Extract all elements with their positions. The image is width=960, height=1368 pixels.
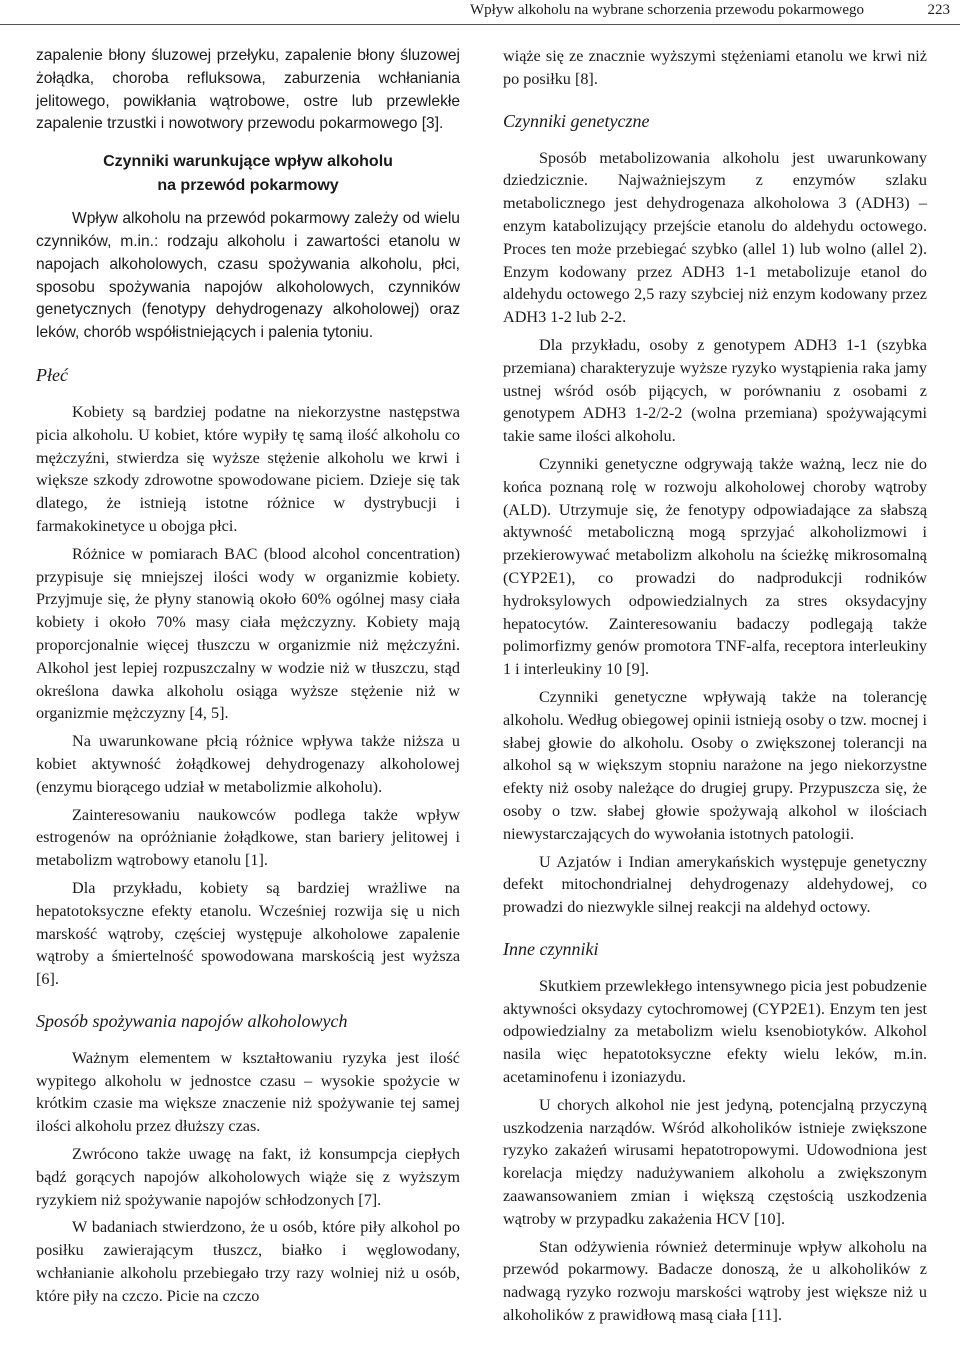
paragraph: Sposób metabolizowania alkoholu jest uwarunkowany dziedzicznie. Najważniejszym z enzymów szlaku metabolicznego jest dehydrogenaza alkoholowa 3 (ADH3) – enzym katabolizujący przejście etanolu do aldehydu octowego. Proces ten może przebiegać szybko (allel 1) lub wolno (allel 2). Enzym kodowany przez ADH3 1-1 metabolizuje etanol do aldehydu octowego 2,5 razy szybciej niż enzym kodowany przez ADH3 1-2 lub 2-2.	[503, 148, 927, 327]
paragraph: Ważnym elementem w kształtowaniu ryzyka jest ilość wypitego alkoholu w jednostce czasu – wysokie spożycie w krótkim czasie ma większe znaczenie niż spożywanie tej samej ilości alkoholu przez dłuższy czas.	[36, 1048, 460, 1136]
subsection-heading: Sposób spożywania napojów alkoholowych	[36, 1010, 348, 1031]
paragraph: Dla przykładu, kobiety są bardziej wrażliwe na hepatotoksyczne efekty etanolu. Wcześniej rozwija się u nich marskość wątroby, częściej występuje alkoholowe zapalenie wątroby a śmiertelność spowodowana marskością jest wyższa [6].	[36, 878, 460, 989]
paragraph: wiąże się ze znacznie wyższymi stężeniami etanolu we krwi niż po posiłku [8].	[503, 47, 927, 88]
paragraph: Zainteresowaniu naukowców podlega także wpływ estrogenów na opróżnianie żołądkowe, stan bariery jelitowej i metabolizm wątrobowy etanolu [1].	[36, 805, 460, 870]
paragraph: Skutkiem przewlekłego intensywnego picia jest pobudzenie aktywności oksydazy cytochromowej (CYP2E1). Enzym ten jest odpowiedzialny za metabolizm wielu ksenobiotyków. Alkohol nasila więc hepatotoksyczne efekty wielu leków, m.in. acetaminofenu i izoniazydu.	[503, 976, 927, 1087]
paragraph: Wpływ alkoholu na przewód pokarmowy zależy od wielu czynników, m.in.: rodzaju alkoholu i zawartości etanolu w napojach alkoholowych, czasu spożywania alkoholu, płci, sposobu spożywania napojów alkoholowych, czynników genetycznych (fenotypy dehydrogenazy alkoholowej) oraz leków, chorób współistniejących i palenia tytoniu.	[36, 210, 460, 342]
paragraph: Stan odżywienia również determinuje wpływ alkoholu na przewód pokarmowy. Badacze donoszą, że u alkoholików z nadwagą ryzyko rozwoju marskości wątroby jest większe niż u alkoholików z prawidłową masą ciała [11].	[503, 1237, 927, 1325]
section-heading-line: Czynniki warunkujące wpływ alkoholu	[103, 153, 393, 171]
header-rule	[0, 24, 960, 25]
paragraph: U Azjatów i Indian amerykańskich występuje genetyczny defekt mitochondrialnej dehydrogenazy aldehydowej, co prowadzi do niezwykle silnej reakcji na aldehyd octowy.	[503, 852, 927, 917]
page-header	[0, 0, 960, 28]
subsection-heading: Inne czynniki	[503, 938, 599, 959]
section-heading	[36, 150, 460, 198]
paragraph: Czynniki genetyczne odgrywają także ważną, lecz nie do końca poznaną rolę w rozwoju alkoholowej choroby wątroby (ALD). Utrzymuje się, że fenotypy odpowiadające za słabszą aktywność metaboliczną mogą sprzyjać alkoholizmowi i przekierowywać metabolizm alkoholu na ścieżkę mikrosomalną (CYP2E1), co prowadzi do nadprodukcji rodników hydroksylowych odpowiedzialnych za stres oksydacyjny hepatocytów. Zainteresowaniu badaczy podlegają także polimorfizmy genów promotora TNF-alfa, receptora interleukiny 1 i interleukiny 10 [9].	[503, 454, 927, 679]
paragraph: Zwrócono także uwagę na fakt, iż konsumpcja ciepłych bądź gorących napojów alkoholowych wiąże się z wyższym ryzykiem niż spożywanie napojów schłodzonych [7].	[36, 1145, 460, 1209]
left-column	[36, 45, 460, 1313]
paragraph: Różnice w pomiarach BAC (blood alcohol concentration) przypisuje się mniejszej ilości wody w organizmie kobiety. Przyjmuje się, że płyny stanowią około 60% ogólnej masy ciała kobiety i około 70% masy ciała mężczyzny. Kobiety mają proporcjonalnie więcej tłuszczu w organizmie niż mężczyźni. Alkohol jest lepiej rozpuszczalny w wodzie niż w tłuszczu, stąd określona dawka alkoholu osiąga wyższe stężenie niż w organizmie mężczyzny [4, 5].	[36, 544, 460, 723]
paragraph: Czynniki genetyczne wpływają także na tolerancję alkoholu. Według obiegowej opinii istnieją osoby o tzw. mocnej i słabej głowie do alkoholu. Osoby o zwiększonej tolerancji na alkohol są w większym stopniu narażone na jego niekorzystne efekty niż osoby należące do drugiej grupy. Przypuszcza się, że osoby o tzw. słabej głowie spożywają alkohol w ilościach niewystarczających do wywołania istotnych patologii.	[503, 687, 928, 843]
paragraph: zapalenie błony śluzowej przełyku, zapalenie błony śluzowej żołądka, choroba refluksowa, zaburzenia wchłaniania jelitowego, powikłania wątrobowe, ostre lub przewlekłe zapalenie trzustki i nowotwory przewodu pokarmowego [3].	[36, 47, 460, 133]
paragraph: U chorych alkohol nie jest jedyną, potencjalną przyczyną uszkodzenia narządów. Wśród alkoholików istnieje zwiększone ryzyko zakażeń wirusami hepatotropowymi. Udowodniona jest korelacja między nadużywaniem alkoholu a zwiększonym zaawansowaniem zmian i większą częstością uszkodzenia wątroby w przypadku zakażenia HCV [10].	[503, 1095, 927, 1228]
subsection-heading: Płeć	[36, 364, 68, 385]
page-number: 223	[927, 2, 950, 18]
paragraph: Dla przykładu, osoby z genotypem ADH3 1-1 (szybka przemiana) charakteryzuje wyższe ryzyko wystąpienia raka jamy ustnej wśród osób pijących, w porównaniu z osobami z genotypem ADH3 1-2/2-2 (wolna przemiana) spożywającymi takie same ilości alkoholu.	[503, 335, 927, 446]
paragraph: Kobiety są bardziej podatne na niekorzystne następstwa picia alkoholu. U kobiet, które wypiły tę samą ilość alkoholu co mężczyźni, stwierdza się wyższe stężenie alkoholu we krwi i większe szkody zdrowotne spowodowane piciem. Dzieje się tak dlatego, że istnieją istotne różnice w dystrybucji i farmakokinetyce u obojga płci.	[36, 402, 460, 535]
running-title: Wpływ alkoholu na wybrane schorzenia przewodu pokarmowego	[469, 2, 864, 18]
section-heading-line: na przewód pokarmowy	[157, 177, 339, 195]
paragraph: W badaniach stwierdzono, że u osób, które piły alkohol po posiłku zawierającym tłuszcz, białko i węglowodany, wchłanianie alkoholu przebiegało trzy razy wolniej niż u osób, które piły na czczo. Picie na czczo	[36, 1218, 460, 1305]
paragraph: Na uwarunkowane płcią różnice wpływa także niższa u kobiet aktywność żołądkowej dehydrogenazy alkoholowej (enzymu biorącego udział w metabolizmie alkoholu).	[36, 732, 460, 796]
subsection-heading: Czynniki genetyczne	[503, 110, 650, 131]
right-column	[503, 45, 927, 1332]
